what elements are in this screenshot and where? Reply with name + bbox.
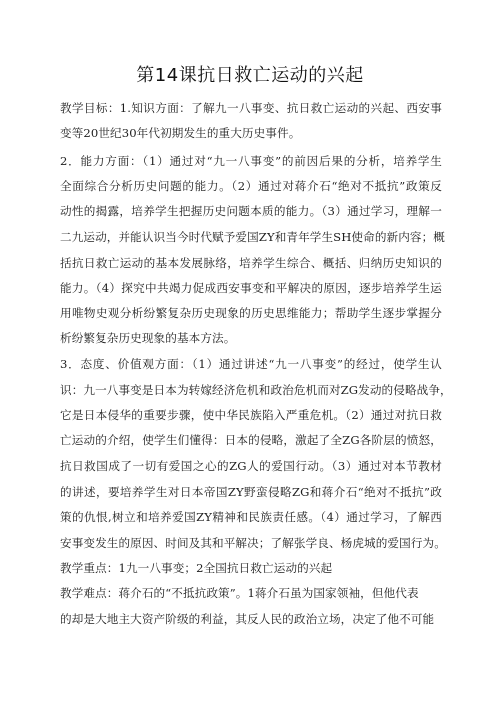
text-line: 安事变发生的原因、时间及其和平解决；了解张学良、杨虎城的爱国行为。 <box>60 536 446 550</box>
text-line: 策的仇恨,树立和培养爱国ZY精神和民族责任感。（4）通过学习，了解西 <box>60 510 442 524</box>
text-line: 2．能力方面：（1）通过对“九一八事变”的前因后果的分析，培养学生 <box>60 154 442 168</box>
text-line: 它是日本侵华的重要步骤，使中华民族陷入严重危机。（2）通过对抗日救 <box>60 408 442 422</box>
text-line: 变等20世纪30年代初期发生的重大历史事件。 <box>60 126 301 140</box>
text-line: 亡运动的介绍，使学生们懂得：日本的侵略，激起了全ZG各阶层的愤怒， <box>60 433 442 447</box>
text-line: 全面综合分析历史问题的能力。（2）通过对蒋介石“绝对不抵抗”政策反 <box>60 179 442 193</box>
text-line: 抗日救国成了一切有爱国之心的ZG人的爱国行动。（3）通过对本节教材 <box>60 459 442 473</box>
text-line: 的却是大地主大资产阶级的利益，其反人民的政治立场，决定了他不可能 <box>60 612 435 626</box>
text-line: 教学重点：1九一八事变；2全国抗日救亡运动的兴起 <box>60 561 333 575</box>
text-line: 教学目标：1.知识方面：了解九一八事变、抗日救亡运动的兴起、西安事 <box>60 101 442 115</box>
text-line: 能力。（4）探究中共竭力促成西安事变和平解决的原因，逐步培养学生运 <box>60 281 442 295</box>
text-line: 动性的揭露，培养学生把握历史问题本质的能力。（3）通过学习，理解一 <box>60 204 442 218</box>
text-line: 教学难点：蒋介石的“不抵抗政策”。1蒋介石虽为国家领袖，但他代表 <box>60 586 419 600</box>
text-line: 二九运动，并能认识当今时代赋予爱国ZY和青年学生SH使命的新内容；概 <box>60 230 445 244</box>
text-line: 3．态度、价值观方面：（1）通过讲述“九一八事变”的经过，使学生认 <box>60 357 442 371</box>
text-line: 析纷繁复杂历史现象的基本方法。 <box>60 331 236 345</box>
text-line: 的讲述，要培养学生对日本帝国ZY野蛮侵略ZG和蒋介石“绝对不抵抗”政 <box>60 485 442 499</box>
lesson-title: 第14课抗日救亡运动的兴起 <box>136 65 364 86</box>
text-line: 括抗日救亡运动的基本发展脉络，培养学生综合、概括、归纳历史知识的 <box>60 256 442 270</box>
text-line: 用唯物史观分析纷繁复杂历史现象的历史思维能力；帮助学生逐步掌握分 <box>60 306 442 320</box>
text-line: 识：九一八事变是日本为转嫁经济危机和政治危机而对ZG发动的侵略战争， <box>60 383 452 397</box>
